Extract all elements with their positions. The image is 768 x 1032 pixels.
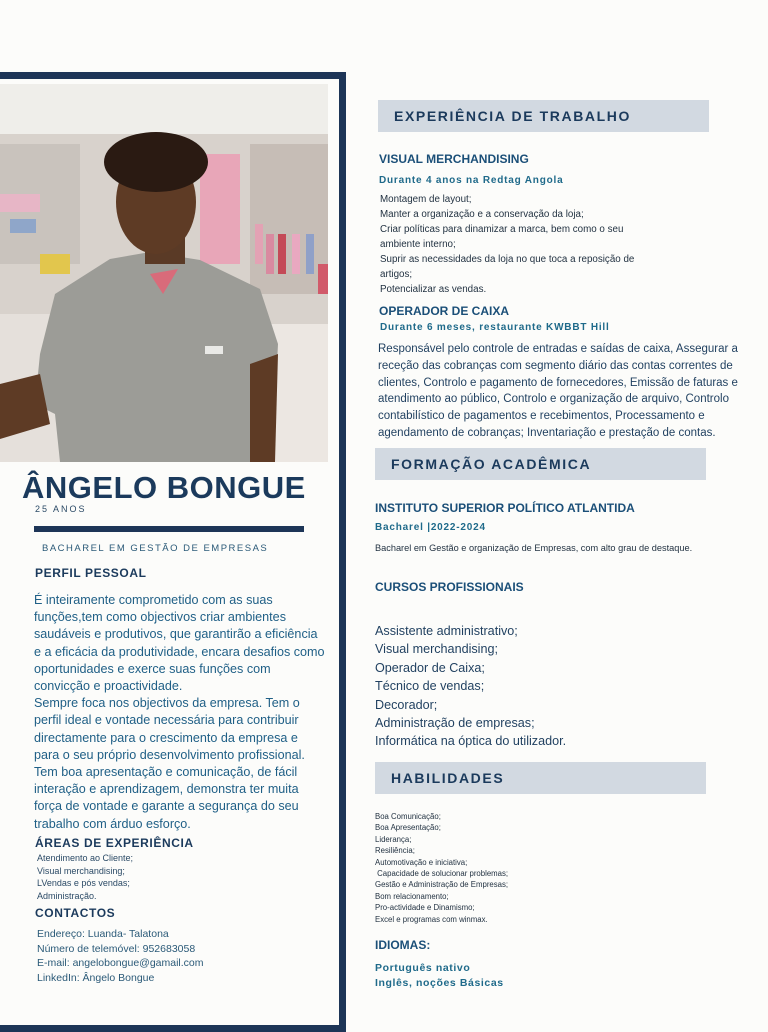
contacts-list [37, 927, 204, 985]
list-item: Decorador; [375, 697, 438, 712]
education-period: Bacharel |2022-2024 [375, 522, 486, 533]
list-item: Automotivação e iniciativa; [375, 857, 468, 867]
candidate-degree: BACHAREL EM GESTÃO DE EMPRESAS [42, 543, 269, 554]
job-duties-list [380, 192, 680, 297]
job-description: Responsável pelo controle de entradas e saídas de caixa, Assegurar a receção das cobranças com segmento diário das contas correntes de clientes, Controlo e pagamento de fornecedores, Emissão de faturas e atendimento ao público, Controlo e organização de arquivo, Controlo contabilístico de pagamentos e recebimentos, Processamento e agendamento de cobranças; Inventariação e prestação de contas. [378, 343, 738, 439]
list-item: Suprir as necessidades da loja no que toca a reposição de [380, 254, 635, 265]
job-period: Durante 4 anos na Redtag Angola [379, 175, 564, 186]
list-item: Administração de empresas; [375, 716, 535, 731]
experience-heading: EXPERIÊNCIA DE TRABALHO [378, 100, 709, 132]
skills-heading: HABILIDADES [375, 762, 706, 794]
job-period: Durante 6 meses, restaurante KWBBT Hill [380, 322, 610, 333]
name-divider [34, 526, 304, 532]
list-item: Resiliência; [375, 846, 415, 856]
list-item: Operador de Caixa; [375, 660, 485, 675]
personal-profile-text [34, 592, 326, 833]
list-item: Visual merchandising; [37, 865, 125, 876]
language-item: Português nativo [375, 962, 471, 974]
candidate-age: 25 ANOS [35, 504, 87, 514]
areas-list [37, 852, 133, 902]
list-item: Assistente administrativo; [375, 624, 518, 638]
language-item: Inglês, noções Básicas [375, 977, 504, 989]
list-item: Capacidade de solucionar problemas; [375, 869, 509, 879]
courses-heading: CURSOS PROFISSIONAIS [375, 580, 524, 594]
list-item: Liderança; [375, 834, 412, 844]
candidate-name: ÂNGELO BONGUE [22, 470, 306, 505]
personal-profile-heading: PERFIL PESSOAL [35, 566, 147, 580]
list-item: Boa Apresentação; [375, 823, 441, 833]
contacts-heading: CONTACTOS [35, 906, 116, 920]
list-item: Técnico de vendas; [375, 679, 485, 694]
list-item: Montagem de layout; [380, 194, 472, 205]
list-item: LVendas e pós vendas; [37, 878, 130, 889]
list-item: ambiente interno; [380, 239, 456, 250]
areas-heading: ÁREAS DE EXPERIÊNCIA [35, 836, 194, 850]
list-item: artigos; [380, 269, 413, 280]
courses-list [375, 622, 566, 751]
education-description: Bacharel em Gestão e organização de Empresas, com alto grau de destaque. [375, 543, 693, 553]
languages-heading: IDIOMAS: [375, 938, 431, 952]
contact-phone: Número de telemóvel: 952683058 [37, 942, 196, 955]
institution-name: INSTITUTO SUPERIOR POLÍTICO ATLANTIDA [375, 501, 635, 515]
education-heading: FORMAÇÃO ACADÊMICA [375, 448, 706, 480]
list-item: Bom relacionamento; [375, 891, 449, 901]
skills-list [375, 811, 508, 925]
list-item: Atendimento ao Cliente; [37, 853, 134, 863]
job-title: VISUAL MERCHANDISING [379, 152, 529, 166]
list-item: Manter a organização e a conservação da loja; [380, 209, 584, 220]
list-item: Visual merchandising; [375, 642, 498, 657]
list-item: Potencializar as vendas. [380, 284, 487, 295]
list-item: Informática na óptica do utilizador. [375, 734, 567, 749]
personal-profile-body: É inteiramente comprometido com as suas funções,tem como objectivos criar ambientes saudáveis e produtivos, que garantirão a eficiência e a eficácia da produtividade, encara desafios como oportunidades e exerce suas funções com convicção e proactividade. Sempre foca nos objectivos da empresa. Tem o perfil ideal e vontade necessária para contribuir directamente para o crescimento da empresa e para o seu próprio desenvolvimento profissional. Tem boa apresentação e comunicação, de fácil interação e aprendizagem, demonstra ter muita força de vontade e garante a segurança do seu trabalho com árduo esforço. [34, 593, 325, 831]
list-item: Administração. [37, 890, 97, 901]
list-item: Excel e programas com winmax. [375, 914, 488, 924]
list-item: Pro-actividade e Dinamismo; [375, 903, 475, 913]
contact-address: Endereço: Luanda- Talatona [37, 928, 169, 940]
profile-photo-illustration [0, 84, 328, 462]
profile-photo [0, 84, 328, 462]
list-item: Gestão e Administração de Empresas; [375, 880, 509, 890]
contact-email[interactable]: E-mail: angelobongue@gamail.com [37, 957, 204, 970]
list-item: Boa Comunicação; [375, 812, 441, 821]
contact-linkedin[interactable]: LinkedIn: Ângelo Bongue [37, 971, 155, 984]
list-item: Criar políticas para dinamizar a marca, bem como o seu [380, 224, 624, 235]
job-title: OPERADOR DE CAIXA [379, 304, 510, 318]
